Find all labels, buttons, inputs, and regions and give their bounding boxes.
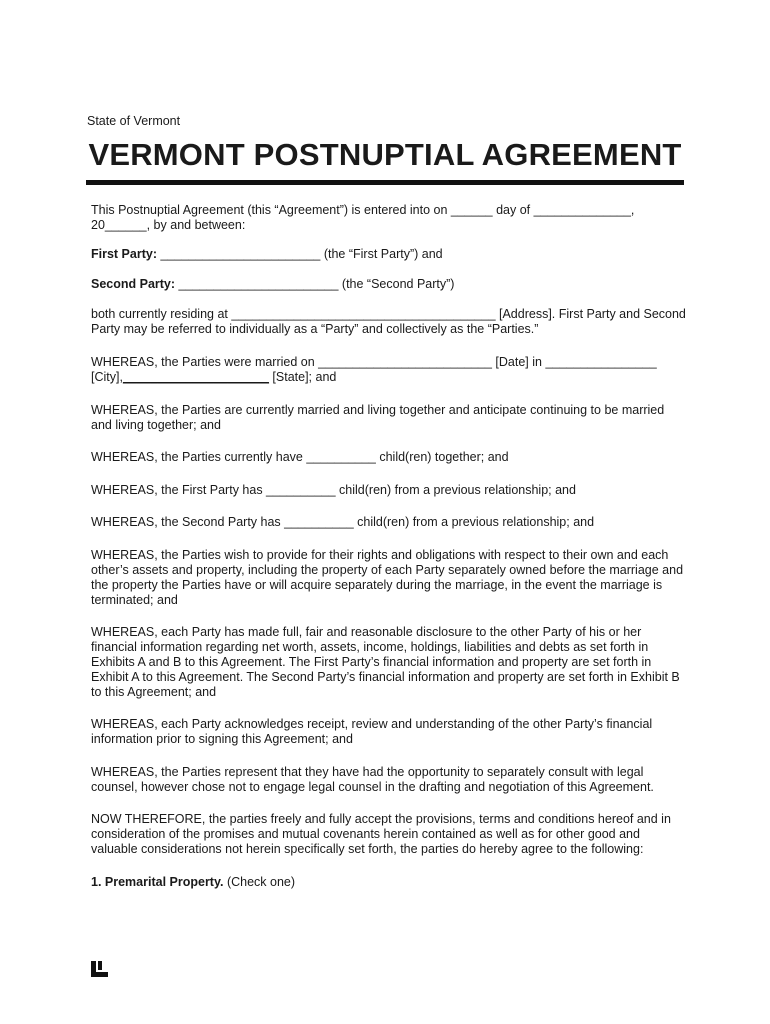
document-logo-icon: [91, 961, 110, 977]
whereas-counsel-paragraph: WHEREAS, the Parties represent that they have had the opportunity to separately consult with legal counsel, however chose not to engage legal counsel in the drafting and negotiation of this Agreement.: [91, 765, 654, 794]
second-party-text: _______________________ (the “Second Party”): [175, 277, 455, 291]
whereas-first-children-paragraph: WHEREAS, the First Party has __________ child(ren) from a previous relationship; and: [91, 483, 576, 497]
whereas-acknowledges-paragraph: WHEREAS, each Party acknowledges receipt, review and understanding of the other Party’s financial information prior to signing this Agreement; and: [91, 717, 653, 746]
residing-paragraph: both currently residing at ______________________________________ [Address]. First Party and Second Party may be referred to individually as a “Party” and collectively as the “Parties.”: [91, 307, 686, 336]
whereas-living-paragraph: WHEREAS, the Parties are currently married and living together and anticipate continuing to be married and living together; and: [91, 403, 665, 432]
whereas-disclosure-paragraph: WHEREAS, each Party has made full, fair and reasonable disclosure to the other Party of his or her financial information regarding net worth, assets, income, holdings, liabilities and debts as set forth in Exhibits A and B to this Agreement. The First Party’s financial information and property are set forth in Exhibit A to this Agreement. The Second Party’s financial information and property are set forth in Exhibit B to this Agreement; and: [91, 625, 680, 699]
whereas-married-paragraph: [91, 355, 686, 385]
whereas-rights-paragraph: WHEREAS, the Parties wish to provide for their rights and obligations with respect to their own and each other’s assets and property, including the property of each Party separately owned before the marriage and the property the Parties have or will acquire separately during the marriage, in the event the marriage is terminated; and: [91, 548, 684, 607]
whereas-married-part1: WHEREAS, the Parties were married on _________________________ [Date] in ________________ [City],: [91, 355, 657, 384]
section-1-heading: 1. Premarital Property.: [91, 875, 224, 889]
whereas-children-paragraph: WHEREAS, the Parties currently have __________ child(ren) together; and: [91, 450, 509, 464]
now-therefore-paragraph: NOW THEREFORE, the parties freely and fully accept the provisions, terms and conditions hereof and in consideration of the promises and mutual covenants herein contained as well as for other good and valuable considerations not herein specifically set forth, the parties do hereby agree to the following:: [91, 812, 671, 856]
first-party-text: _______________________ (the “First Party”) and: [157, 247, 443, 261]
first-party-label: First Party:: [91, 247, 157, 261]
first-party-line: [91, 247, 686, 262]
document-title: VERMONT POSTNUPTIAL AGREEMENT: [88, 137, 682, 172]
state-label: State of Vermont: [87, 114, 181, 128]
section-1-note: (Check one): [223, 875, 296, 889]
second-party-line: [91, 277, 686, 292]
whereas-married-state-blank: _____________________: [122, 370, 269, 384]
second-party-label: Second Party:: [91, 277, 176, 291]
intro-paragraph: This Postnuptial Agreement (this “Agreement”) is entered into on ______ day of ______________, 20______, by and between:: [91, 203, 635, 232]
whereas-second-children-paragraph: WHEREAS, the Second Party has __________ child(ren) from a previous relationship; and: [91, 515, 595, 529]
section-1-heading-line: [91, 875, 686, 890]
title-underline-rule: [86, 180, 684, 185]
whereas-married-part2: [State]; and: [268, 370, 337, 384]
